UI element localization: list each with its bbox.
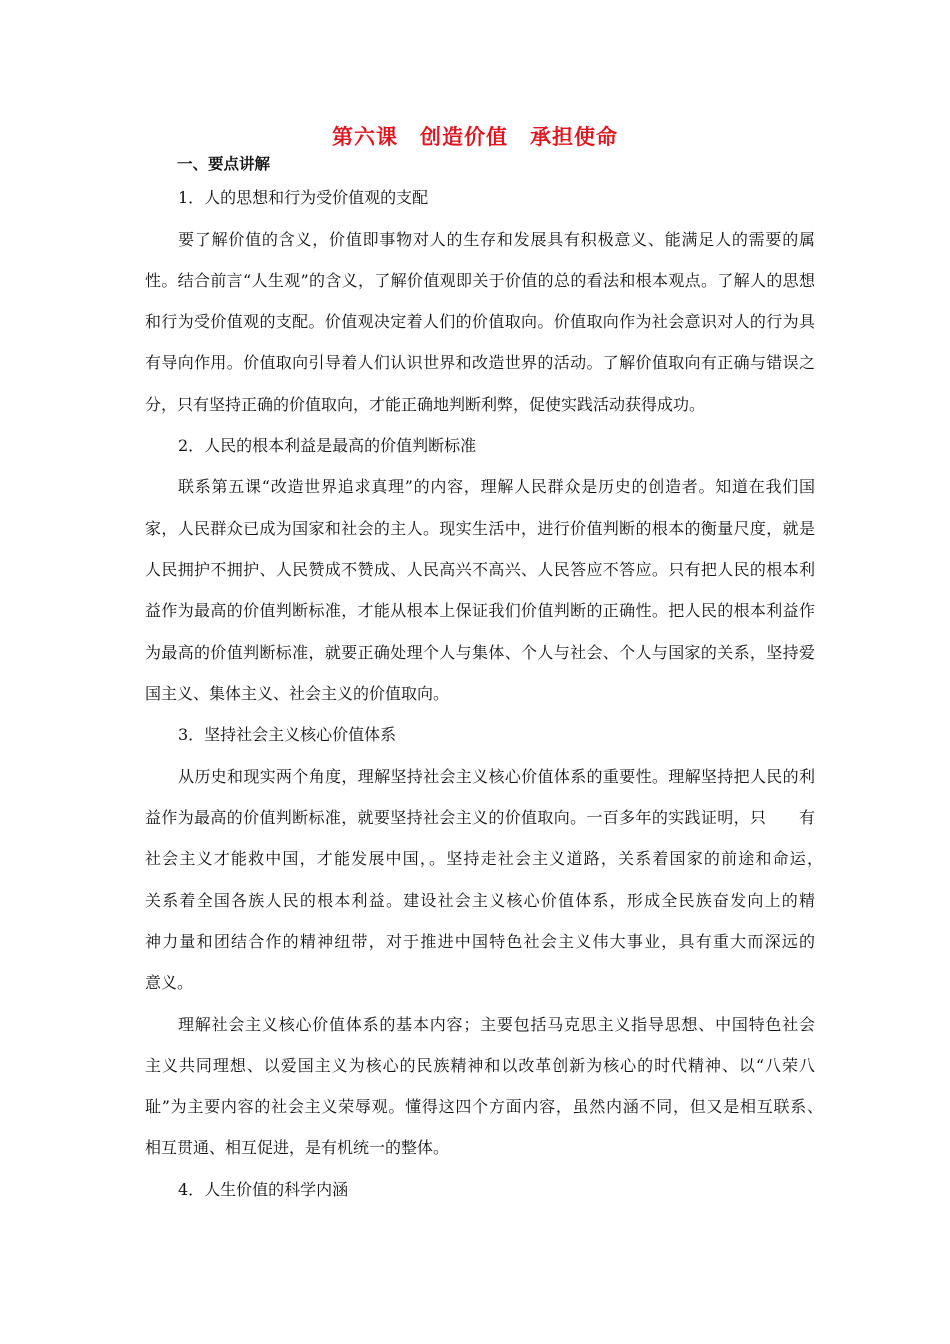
paragraph: 联系第五课“改造世界追求真理”的内容，理解人民群众是历史的创造者。知道在我们国家，人民群众已成为国家和社会的主人。现实生活中，进行价值判断的根本的衡量尺度，就是人民拥护不拥护、人民赞成不赞成、人民高兴不高兴、人民答应不答应。只有把人民的根本利益作为最高的价值判断标准，才能从根本上保证我们价值判断的正确性。把人民的根本利益作为最高的价值判断标准，就要正确处理个人与集体、个人与社会、个人与国家的关系，坚持爱国主义、集体主义、社会主义的价值取向。 xyxy=(145,477,815,703)
item-heading: 1．人的思想和行为受价值观的支配 xyxy=(178,188,429,207)
document-title: 第六课 创造价值 承担使命 xyxy=(332,124,618,149)
document-body xyxy=(145,177,848,1210)
item-heading: 2．人民的根本利益是最高的价值判断标准 xyxy=(178,435,477,455)
item-heading: 4．人生价值的科学内涵 xyxy=(178,1179,349,1199)
paragraph: 从历史和现实两个角度，理解坚持社会主义核心价值体系的重要性。理解坚持把人民的利益作为最高的价值判断标准，就要坚持社会主义的价值取向。一百多年的实践证明，只 有社会主义才能救中国，才能发展中国，。坚持走社会主义道路，关系着国家的前途和命运， 关系着全国各族人民的根本利益。建设社会主义核心价值体系，形成全民族奋发向上的精 神力量和团结合作的精神纽带，对于推进中国特色社会主义伟大事业，具有重大而深远的 意义。 xyxy=(145,766,848,993)
item-heading: 3．坚持社会主义核心价值体系 xyxy=(178,725,397,745)
paragraph: 要了解价值的含义，价值即事物对人的生存和发展具有积极意义、能满足人的需要的属性。结合前言“人生观”的含义，了解价值观即关于价值的总的看法和根本观点。了解人的思想和行为受价值观的支配。价值观决定着人们的价值取向。价值取向作为社会意识对人的行为具有导向作用。价值取向引导着人们认识世界和改造世界的活动。了解价值取向有正确与错误之分，只有坚持正确的价值取向，才能正确地判断利弊，促使实践活动获得成功。 xyxy=(145,229,815,414)
paragraph: 理解社会主义核心价值体系的基本内容；主要包括马克思主义指导思想、中国特色社会 主义共同理想、以爱国主义为核心的民族精神和以改革创新为核心的时代精神、以“八荣八 耻”为主要内容的社会主义荣辱观。懂得这四个方面内容，虽然内涵不同，但又是相互联系、 相互贯通、相互促进，是有机统一的整体。 xyxy=(145,1014,848,1158)
section-heading: 一、要点讲解 xyxy=(177,154,271,173)
